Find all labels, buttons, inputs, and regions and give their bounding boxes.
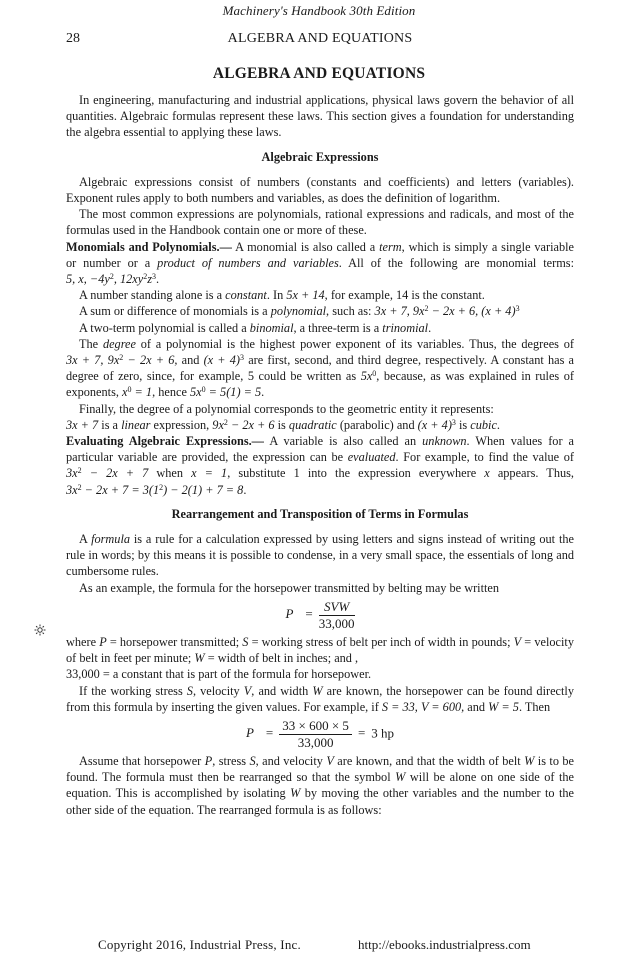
page-header [66, 31, 574, 49]
term-term: term [379, 239, 402, 254]
page-number: 28 [66, 31, 80, 46]
algebraic-expressions-paragraph: Algebraic expressions consist of numbers (constants and coefficients) and letters (variables). Exponent rules apply to both numbers and variables, as does the definition of logarithm. [66, 174, 574, 206]
polynomial-paragraph: A sum or difference of monomials is a polynomial, such as: 3x + 7, $9x^2 - 2x + 6$, $(x + 4)^3$ [79, 304, 520, 319]
page-title: ALGEBRA AND EQUATIONS [212, 65, 426, 82]
gear-icon [34, 624, 46, 636]
formula-definition-paragraph: A formula is a rule for a calculation expressed by using letters and signs instead of writing out the rule in words; by this means it is possible to condense, in a very small space, the essentials of long and cumbersome rules. [66, 532, 574, 579]
geometric-examples: 3x + 7 is a linear expression, $9x^2 - 2x + 6$ is quadratic (parabolic) and $(x + 4)^3$ is cubic. [66, 417, 500, 432]
where-paragraph: where P = horsepower transmitted; S = working stress of belt per inch of width in pounds; V = velocity of belt in feet per minute; W = width of belt in inches; and , [66, 634, 574, 666]
rearrangement-heading: Rearrangement and Transposition of Terms in Formulas [171, 506, 469, 521]
algebraic-expressions-heading: Algebraic Expressions [261, 149, 379, 164]
known-values-paragraph: If the working stress S, velocity V, and width W are known, the horsepower can be found directly from this formula by inserting the given values. For example, if S = 33, V = 600, and W = 5. Then [66, 683, 574, 714]
common-expressions-paragraph: The most common expressions are polynomials, rational expressions and radicals, and most of the formulas used in the Handbook contain one or more of these. [66, 207, 574, 238]
monomial-examples: 5, x, $-4y^2$, $12xy^2z^3$ [66, 272, 156, 287]
monomials-paragraph: Monomials and Polynomials.— A monomial is also called a term, which is simply a single variable or number or a product of numbers and variables. All of the following are monomial terms: 5, x, $-4y^2$, $12xy^2z^3$. [66, 239, 575, 287]
body-text [66, 92, 574, 818]
geometric-paragraph: Finally, the degree of a polynomial corresponds to the geometric entity it represents: [79, 401, 494, 416]
horsepower-intro-paragraph: As an example, the formula for the horsepower transmitted by belting may be written [79, 580, 500, 595]
running-head: Machinery's Handbook 30th Edition [222, 3, 416, 18]
publisher-link[interactable]: http://ebooks.industrialpress.com [358, 937, 531, 952]
rearrange-paragraph: Assume that horsepower P, stress S, and velocity V are known, and that the width of belt W is to be found. The formula must then be rearranged so that the symbol W will be alone on one side of the equation. This is accomplished by isolating W by moving the other variables and the number to the other side of the equation. The rearranged formula is as follows: [66, 753, 575, 817]
horsepower-calculation: P = $\frac{33 \times 600 \times 5}{33,000}$ = 3 hp [245, 717, 395, 750]
evaluating-paragraph: Evaluating Algebraic Expressions.— A variable is also called an unknown. When values for a particular variable are provided, the expression can be evaluated. For example, to find the value of $3x^2 - 2x + 7$ when x = 1, substitute 1 into the expression everywhere x appears. Thus, $3x^2 - 2x + 7 = 3(1^2) - 2(1) + 7 = 8$. [66, 434, 574, 497]
monomials-rubric: Monomials and Polynomials.— [66, 239, 232, 254]
section-header: ALGEBRA AND EQUATIONS [227, 31, 413, 46]
product-term: product of numbers and variables [157, 255, 339, 270]
degree-paragraph: The degree of a polynomial is the highest power exponent of its variables. Thus, the degrees of 3x + 7, $9x^2 - 2x + 6$, and $(x + 4)^3$ are first, second, and third degree, respectively. A constant has a degree of zero, since, for example, 5 could be written as $5x^0$, because, as was explained in rules of exponents, $x^0 = 1$, hence $5x^0 = 5(1) = 5$. [66, 336, 574, 400]
constant-paragraph: A number standing alone is a constant. In 5x + 14, for example, 14 is the constant. [79, 288, 485, 303]
binomial-paragraph: A two-term polynomial is called a binomial, a three-term is a trinomial. [79, 320, 432, 335]
intro-paragraph: In engineering, manufacturing and industrial applications, physical laws govern the behavior of all quantities. Algebraic formulas represent these laws. This section gives a foundation for understanding the algebra essential to applying these laws. [66, 93, 574, 140]
copyright-notice: Copyright 2016, Industrial Press, Inc. [98, 937, 301, 952]
horsepower-formula: P = $\frac{\text{SVW}}{33,000}$ [285, 598, 355, 631]
constant-definition: 33,000 = a constant that is part of the formula for horsepower. [66, 667, 372, 682]
evaluating-rubric: Evaluating Algebraic Expressions.— [66, 434, 264, 449]
